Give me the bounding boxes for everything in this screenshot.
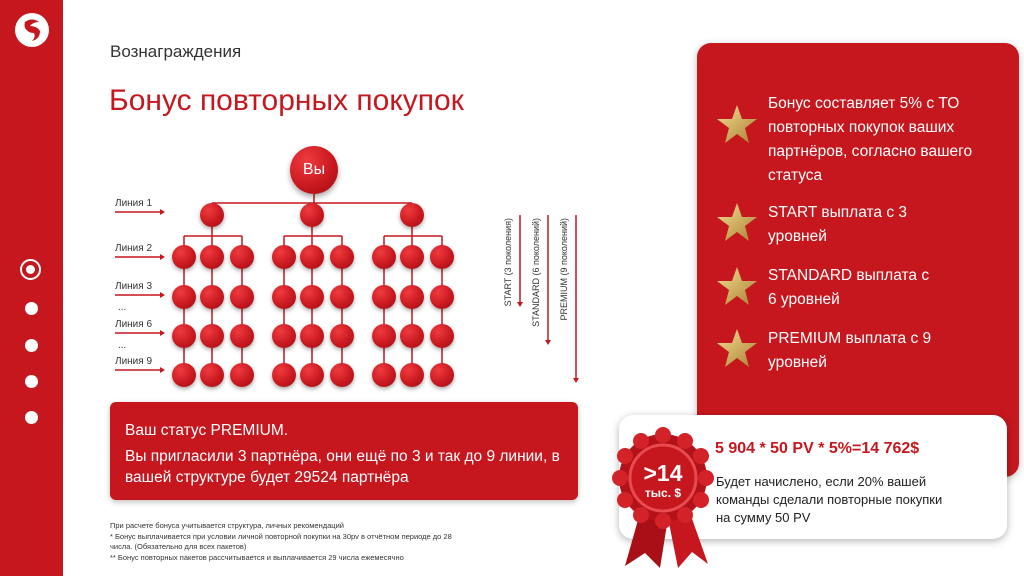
partner-node xyxy=(272,363,296,387)
ellipsis: ... xyxy=(118,340,127,351)
partner-node xyxy=(372,285,396,309)
partner-node xyxy=(400,324,424,348)
footnote: ** Бонус повторных пакетов рассчитывается и выплачивается 29 числа ежемесячно xyxy=(110,552,404,562)
line-label-3: Линия 3 xyxy=(115,281,153,292)
partner-node xyxy=(430,245,454,269)
partner-node xyxy=(200,203,224,227)
partner-node xyxy=(272,285,296,309)
partner-node xyxy=(230,363,254,387)
partner-node xyxy=(330,363,354,387)
partner-node xyxy=(330,324,354,348)
calculation-formula: 5 904 * 50 PV * 5%=14 762$ xyxy=(715,440,920,457)
footnote: При расчете бонуса учитывается структура, личных рекомендаций xyxy=(110,521,344,530)
star-icon xyxy=(716,327,758,369)
partner-node xyxy=(430,324,454,348)
partner-node xyxy=(200,245,224,269)
star-icon xyxy=(716,265,758,307)
partner-node xyxy=(330,285,354,309)
partner-node xyxy=(200,363,224,387)
partner-node xyxy=(230,285,254,309)
partner-node xyxy=(300,324,324,348)
partner-node xyxy=(372,324,396,348)
partner-node xyxy=(172,324,196,348)
partner-node xyxy=(300,245,324,269)
bonus-item-premium: PREMIUM выплата с 9 уровней xyxy=(768,330,932,371)
status-box xyxy=(110,402,578,500)
partner-node xyxy=(200,285,224,309)
rosette-amount: >14 xyxy=(643,460,683,486)
partner-node xyxy=(230,245,254,269)
line-label-9: Линия 9 xyxy=(115,356,153,367)
partner-node xyxy=(430,285,454,309)
partner-node xyxy=(300,285,324,309)
root-node-you: Вы xyxy=(290,146,338,194)
status-title: Ваш статус PREMIUM. xyxy=(125,422,289,439)
partner-node xyxy=(372,363,396,387)
partner-node xyxy=(172,285,196,309)
partner-node xyxy=(372,245,396,269)
footnotes xyxy=(110,521,470,563)
star-icon xyxy=(716,201,758,243)
partner-node xyxy=(172,363,196,387)
ellipsis: ... xyxy=(118,302,127,313)
bonus-item-start: START выплата с 3 уровней xyxy=(768,204,908,245)
line-label-6: Линия 6 xyxy=(115,319,153,330)
partner-node xyxy=(400,363,424,387)
nav-dot[interactable] xyxy=(25,411,38,424)
star-icon xyxy=(716,103,758,145)
partner-node xyxy=(330,245,354,269)
partner-node xyxy=(430,363,454,387)
line-label-1: Линия 1 xyxy=(115,198,153,209)
partner-node xyxy=(400,245,424,269)
footnote: * Бонус выплачивается при условии личной повторной покупки на 30pv в отчётном периоде до 28 числа. (Обязательно для всех пакетов) xyxy=(110,531,452,551)
partner-node xyxy=(172,245,196,269)
partner-node xyxy=(300,203,324,227)
rosette-label xyxy=(628,460,698,500)
vertical-label-start: START (3 поколения) xyxy=(503,218,513,307)
vertical-label-standard: STANDARD (6 поколений) xyxy=(531,218,541,327)
partner-node xyxy=(300,363,324,387)
partner-node xyxy=(230,324,254,348)
bonus-item-main: Бонус составляет 5% с ТО повторных покупок ваших партнёров, согласно вашего статуса xyxy=(768,95,973,184)
line-label-2: Линия 2 xyxy=(115,243,153,254)
partner-node xyxy=(400,285,424,309)
partner-node xyxy=(272,324,296,348)
status-description: Вы пригласили 3 партнёра, они ещё по 3 и так до 9 линии, в вашей структуре будет 29524 партнёра xyxy=(125,448,560,486)
partner-node xyxy=(200,324,224,348)
page-title: Бонус повторных покупок xyxy=(109,84,464,117)
partner-node xyxy=(272,245,296,269)
bonus-item-standard: STANDARD выплата с 6 уровней xyxy=(768,267,930,308)
section-label: Вознаграждения xyxy=(110,42,242,61)
vertical-label-premium: PREMIUM (9 поколений) xyxy=(559,218,569,321)
calculation-note: Будет начислено, если 20% вашей команды сделали повторные покупки на сумму 50 PV xyxy=(716,474,943,525)
rosette-unit: тыс. $ xyxy=(644,486,682,500)
partner-node xyxy=(400,203,424,227)
